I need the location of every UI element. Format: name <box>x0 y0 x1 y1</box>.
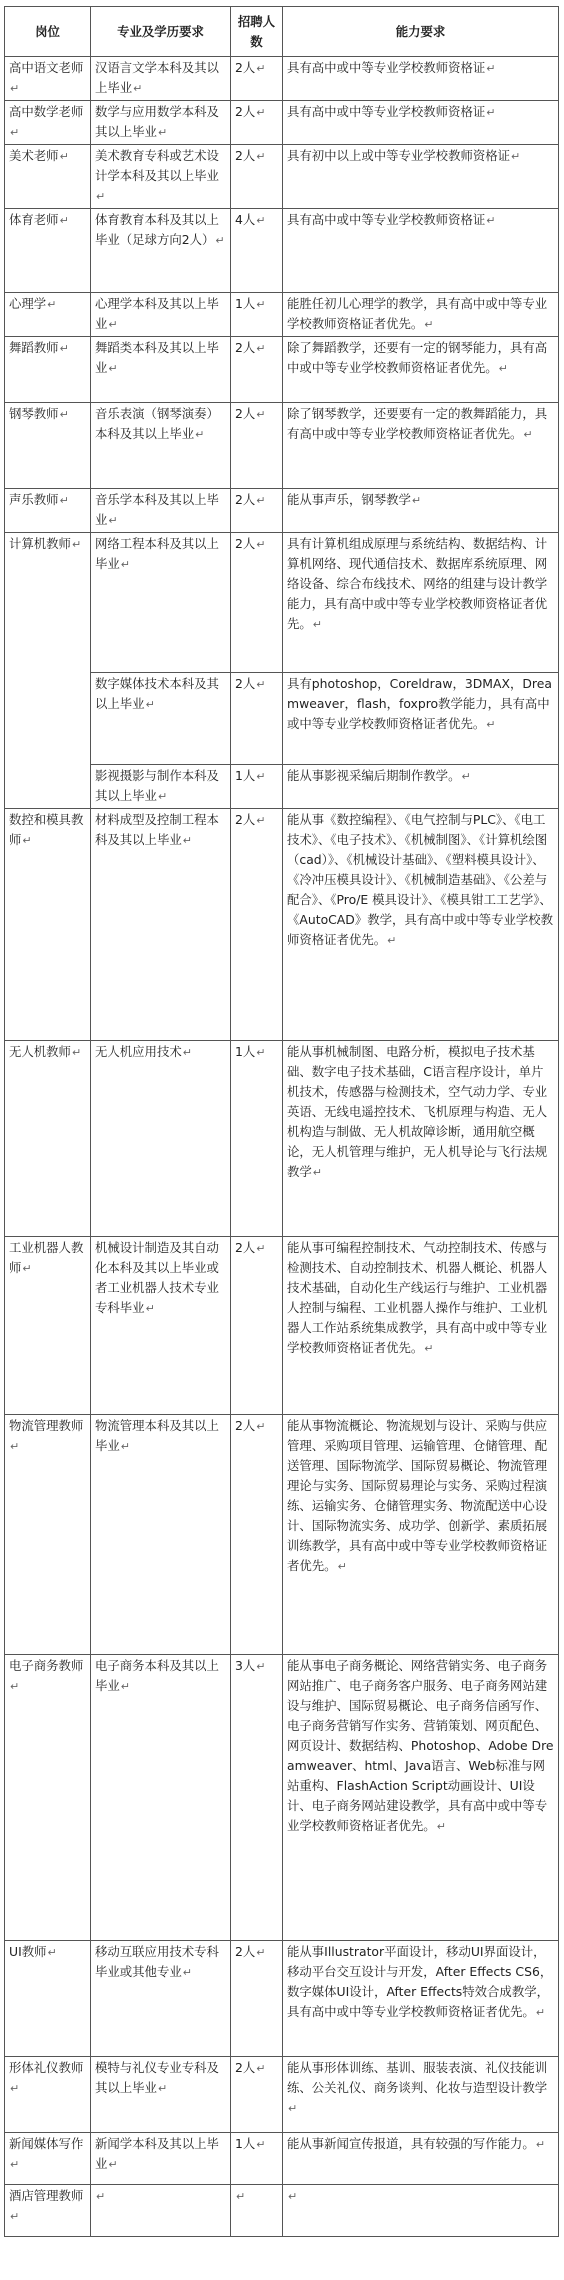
cell-count: 2人↵ <box>231 1941 283 2057</box>
cell-major: 新闻学本科及其以上毕业↵ <box>91 2133 231 2185</box>
table-row <box>5 2185 559 2237</box>
cell-count: 2人↵ <box>231 673 283 765</box>
table-row <box>5 489 559 533</box>
cell-count: 2人↵ <box>231 809 283 1041</box>
cell-position: 物流管理教师↵ <box>5 1415 91 1655</box>
cell-major: 数学与应用数学本科及其以上毕业↵ <box>91 101 231 145</box>
cell-ability: 能从事机械制图、电路分析，模拟电子技术基础、数字电子技术基础，C语言程序设计，单片机技术，传感器与检测技术，空气动力学、专业英语、无线电遥控技术、飞机原理与构造、无人机构造与制做、无人机故障诊断，通用航空概论，无人机管理与维护，无人机导论与飞行法规教学↵ <box>283 1041 559 1237</box>
cell-position: 数控和模具教师↵ <box>5 809 91 1041</box>
cell-count: 3人↵ <box>231 1655 283 1941</box>
cell-ability: 具有高中或中等专业学校教师资格证↵ <box>283 101 559 145</box>
cell-major: 音乐表演（钢琴演奏）本科及其以上毕业↵ <box>91 403 231 489</box>
cell-position: 舞蹈教师↵ <box>5 337 91 403</box>
cell-position: 心理学↵ <box>5 293 91 337</box>
cell-count: 2人↵ <box>231 1237 283 1415</box>
cell-major: 网络工程本科及其以上毕业↵ <box>91 533 231 673</box>
cell-count: 2人↵ <box>231 533 283 673</box>
cell-count: 2人↵ <box>231 145 283 209</box>
cell-ability: 能从事声乐，钢琴教学↵ <box>283 489 559 533</box>
cell-ability: 能从事物流概论、物流规划与设计、采购与供应管理、采购项目管理、运输管理、仓储管理、配送管理、国际物流学、国际贸易概论、物流管理理论与实务、国际贸易理论与实务、采购过程演练、运输实务、仓储管理实务、物流配送中心设计、国际物流实务、成功学、创新学、素质拓展训练教学，具有高中或中等专业学校教师资格证者优先。↵ <box>283 1415 559 1655</box>
cell-position: 美术老师↵ <box>5 145 91 209</box>
table-row <box>5 1655 559 1941</box>
table-row <box>5 2133 559 2185</box>
table-row <box>5 2057 559 2133</box>
cell-ability: 具有高中或中等专业学校教师资格证↵ <box>283 57 559 101</box>
cell-major: 电子商务本科及其以上毕业↵ <box>91 1655 231 1941</box>
table-row <box>5 1237 559 1415</box>
table-header-row <box>5 7 559 57</box>
table-row <box>5 809 559 1041</box>
table-row <box>5 533 559 673</box>
cell-ability: 除了钢琴教学，还要要有一定的教舞蹈能力，具有高中或中等专业学校教师资格证者优先。↵ <box>283 403 559 489</box>
cell-count: 1人↵ <box>231 765 283 809</box>
cell-ability: 具有计算机组成原理与系统结构、数据结构、计算机网络、现代通信技术、数据库系统原理、网络设备、综合布线技术、网络的组建与设计教学能力，具有高中或中等专业学校教师资格证者优先。↵ <box>283 533 559 673</box>
table-row <box>5 145 559 209</box>
cell-count: 2人↵ <box>231 101 283 145</box>
cell-major: 材料成型及控制工程本科及其以上毕业↵ <box>91 809 231 1041</box>
cell-position: 新闻媒体写作↵ <box>5 2133 91 2185</box>
cell-count: 2人↵ <box>231 489 283 533</box>
header-ability: 能力要求 <box>283 7 559 57</box>
cell-major: 移动互联应用技术专科毕业或其他专业↵ <box>91 1941 231 2057</box>
cell-ability: 能从事影视采编后期制作教学。↵ <box>283 765 559 809</box>
cell-count: 1人↵ <box>231 293 283 337</box>
cell-count: 2人↵ <box>231 57 283 101</box>
table-row <box>5 1041 559 1237</box>
cell-count: 2人↵ <box>231 337 283 403</box>
cell-position: 酒店管理教师↵ <box>5 2185 91 2237</box>
cell-count: 2人↵ <box>231 1415 283 1655</box>
cell-count: 4人↵ <box>231 209 283 293</box>
table-row <box>5 1415 559 1655</box>
cell-ability: 能从事电子商务概论、网络营销实务、电子商务网站推广、电子商务客户服务、电子商务网站建设与维护、国际贸易概论、电子商务信函写作、电子商务营销写作实务、营销策划、网页配色、网页设计、数据结构、Photoshop、Adobe Dreamweaver、html、Java语言、Web标准与网站重构、FlashAction Script动画设计、UI设计、电子商务网站建设教学，具有高中或中等专业学校教师资格证者优先。↵ <box>283 1655 559 1941</box>
cell-major: 美术教育专科或艺术设计学本科及其以上毕业↵ <box>91 145 231 209</box>
cell-position: 形体礼仪教师↵ <box>5 2057 91 2133</box>
cell-ability: ↵ <box>283 2185 559 2237</box>
cell-major: 体育教育本科及其以上毕业（足球方向2人）↵ <box>91 209 231 293</box>
table-row <box>5 57 559 101</box>
cell-ability: 能从事《数控编程》、《电气控制与PLC》、《电工技术》、《电子技术》、《机械制图》、《计算机绘图（cad）》、《机械设计基础》、《塑料模具设计》、《冷冲压模具设计》、《机械制造基础》、《公差与配合》、《Pro/E 模具设计》、《模具钳工工艺学》、《AutoCAD》教学，具有高中或中等专业学校教师资格证者优先。↵ <box>283 809 559 1041</box>
cell-position: 工业机器人教师↵ <box>5 1237 91 1415</box>
cell-major: 影视摄影与制作本科及其以上毕业↵ <box>91 765 231 809</box>
cell-major: 机械设计制造及其自动化本科及其以上毕业或者工业机器人技术专业专科毕业↵ <box>91 1237 231 1415</box>
cell-major: 无人机应用技术↵ <box>91 1041 231 1237</box>
cell-count: 2人↵ <box>231 2057 283 2133</box>
table-row <box>5 101 559 145</box>
table-row <box>5 209 559 293</box>
cell-position: 无人机教师↵ <box>5 1041 91 1237</box>
cell-ability: 具有初中以上或中等专业学校教师资格证↵ <box>283 145 559 209</box>
cell-ability: 能从事新闻宣传报道，具有较强的写作能力。↵ <box>283 2133 559 2185</box>
table-row <box>5 1941 559 2057</box>
cell-position: 高中语文老师↵ <box>5 57 91 101</box>
cell-ability: 除了舞蹈教学，还要有一定的钢琴能力，具有高中或中等专业学校教师资格证者优先。↵ <box>283 337 559 403</box>
header-position: 岗位 <box>5 7 91 57</box>
recruitment-table <box>4 6 559 2237</box>
cell-position: 声乐教师↵ <box>5 489 91 533</box>
cell-ability: 能从事形体训练、基训、服装表演、礼仪技能训练、公关礼仪、商务谈判、化妆与造型设计教学↵ <box>283 2057 559 2133</box>
cell-count: ↵ <box>231 2185 283 2237</box>
table-row <box>5 337 559 403</box>
cell-major: 模特与礼仪专业专科及其以上毕业↵ <box>91 2057 231 2133</box>
cell-position: 计算机教师↵ <box>5 533 91 809</box>
cell-major: 心理学本科及其以上毕业↵ <box>91 293 231 337</box>
table-row <box>5 403 559 489</box>
cell-position: 体育老师↵ <box>5 209 91 293</box>
cell-ability: 具有高中或中等专业学校教师资格证↵ <box>283 209 559 293</box>
cell-major: ↵ <box>91 2185 231 2237</box>
cell-major: 物流管理本科及其以上毕业↵ <box>91 1415 231 1655</box>
cell-count: 1人↵ <box>231 1041 283 1237</box>
table-body <box>5 57 559 2237</box>
cell-count: 2人↵ <box>231 403 283 489</box>
cell-position: 电子商务教师↵ <box>5 1655 91 1941</box>
cell-major: 汉语言文学本科及其以上毕业↵ <box>91 57 231 101</box>
cell-position: UI教师↵ <box>5 1941 91 2057</box>
cell-count: 1人↵ <box>231 2133 283 2185</box>
table-row <box>5 293 559 337</box>
cell-ability: 具有photoshop，Coreldraw，3DMAX，Dreamweaver，flash，foxpro教学能力，具有高中或中等专业学校教师资格证者优先。↵ <box>283 673 559 765</box>
cell-ability: 能从事可编程控制技术、气动控制技术、传感与检测技术、自动控制技术、机器人概论、机器人技术基础，自动化生产线运行与维护、工业机器人控制与编程、工业机器人操作与维护、工业机器人工作站系统集成教学，具有高中或中等专业学校教师资格证者优先。↵ <box>283 1237 559 1415</box>
cell-position: 钢琴教师↵ <box>5 403 91 489</box>
cell-position: 高中数学老师↵ <box>5 101 91 145</box>
header-count: 招聘人数 <box>231 7 283 57</box>
cell-ability: 能从事Illustrator平面设计，移动UI界面设计，移动平台交互设计与开发，After Effects CS6，数字媒体UI设计，After Effects特效合成教学，具有高中或中等专业学校教师资格证者优先。↵ <box>283 1941 559 2057</box>
header-major: 专业及学历要求 <box>91 7 231 57</box>
cell-major: 舞蹈类本科及其以上毕业↵ <box>91 337 231 403</box>
cell-ability: 能胜任初儿心理学的教学，具有高中或中等专业学校教师资格证者优先。↵ <box>283 293 559 337</box>
cell-major: 数字媒体技术本科及其以上毕业↵ <box>91 673 231 765</box>
cell-major: 音乐学本科及其以上毕业↵ <box>91 489 231 533</box>
